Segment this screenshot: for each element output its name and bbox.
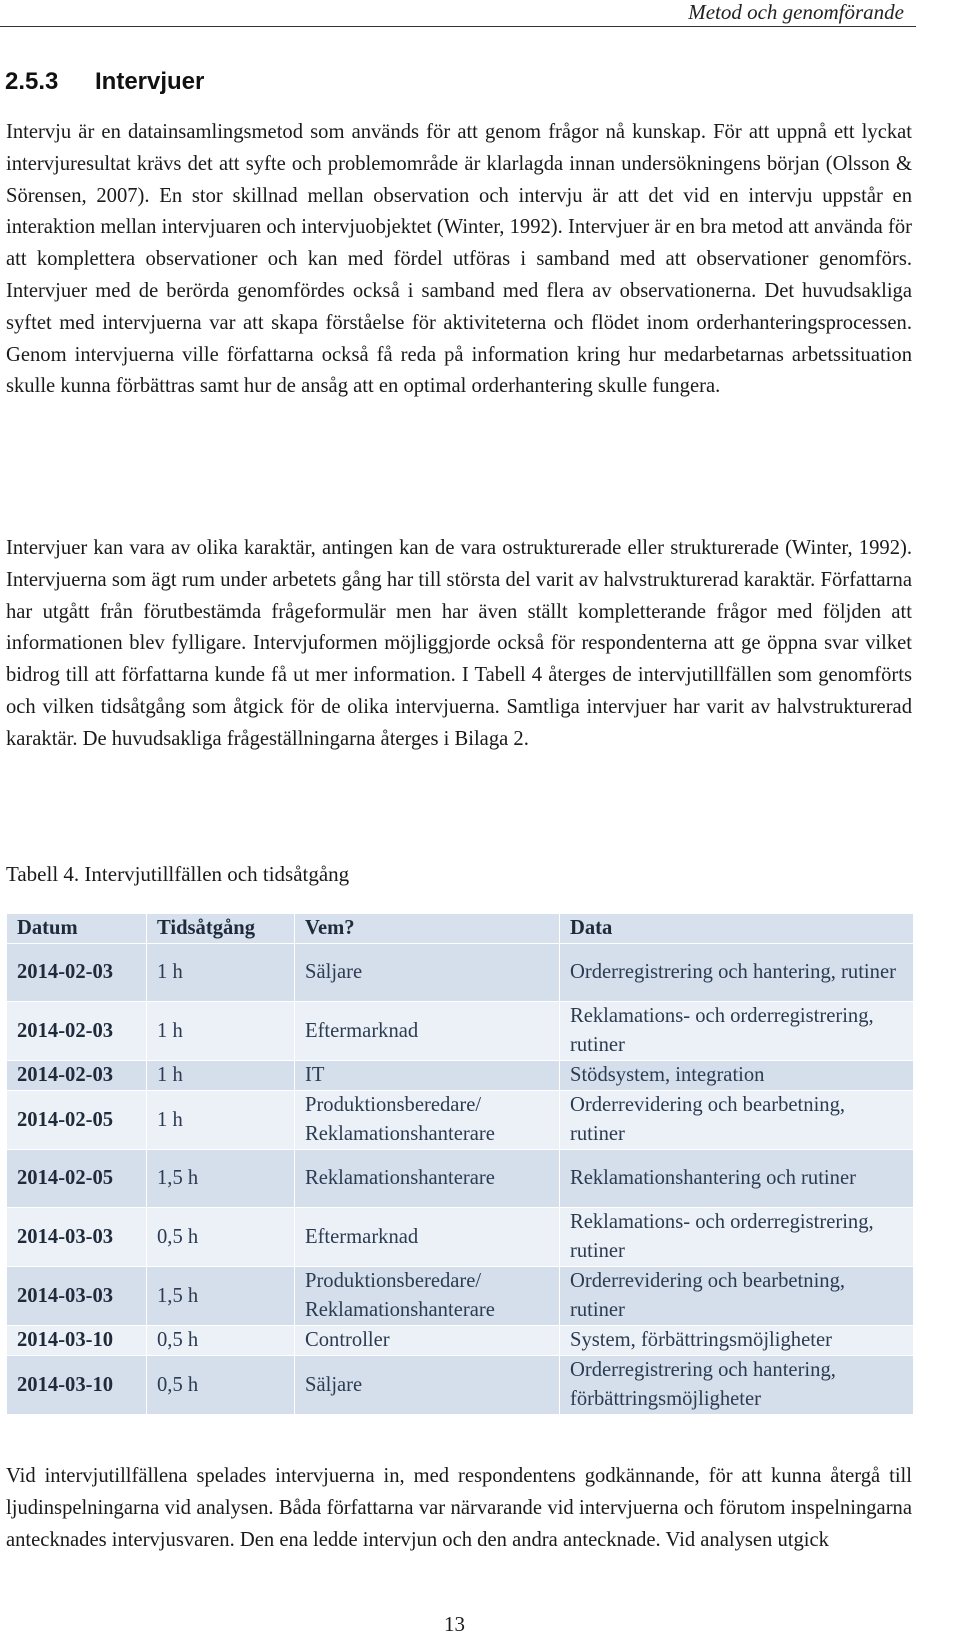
- table-row: [7, 944, 914, 1002]
- cell-date: 2014-03-10: [7, 1356, 147, 1415]
- cell-time: 1,5 h: [147, 1150, 295, 1208]
- cell-who: Produktionsberedare/ Reklamationshanterare: [295, 1091, 560, 1150]
- cell-who: IT: [295, 1061, 560, 1091]
- cell-time: 1 h: [147, 1061, 295, 1091]
- cell-time: 0,5 h: [147, 1356, 295, 1415]
- cell-data: Reklamationshantering och rutiner: [560, 1150, 914, 1208]
- table-row: [7, 1208, 914, 1267]
- cell-data: Reklamations- och orderregistrering, rutiner: [560, 1002, 914, 1061]
- cell-who: Eftermarknad: [295, 1208, 560, 1267]
- table-caption: Tabell 4. Intervjutillfällen och tidsåtgång: [6, 862, 350, 886]
- cell-date: 2014-03-10: [7, 1326, 147, 1356]
- running-header-title: Metod och genomförande: [688, 0, 904, 24]
- cell-time: 1,5 h: [147, 1267, 295, 1326]
- cell-time: 0,5 h: [147, 1326, 295, 1356]
- cell-date: 2014-02-05: [7, 1091, 147, 1150]
- cell-who: Säljare: [295, 944, 560, 1002]
- table-row: [7, 1326, 914, 1356]
- cell-date: 2014-02-05: [7, 1150, 147, 1208]
- cell-who: Reklamationshanterare: [295, 1150, 560, 1208]
- cell-data: Orderregistrering och hantering, rutiner: [560, 944, 914, 1002]
- cell-who: Eftermarknad: [295, 1002, 560, 1061]
- table-row: [7, 1061, 914, 1091]
- header-data: Data: [560, 914, 914, 944]
- cell-who: Produktionsberedare/ Reklamationshanterare: [295, 1267, 560, 1326]
- cell-data: Orderrevidering och bearbetning, rutiner: [560, 1267, 914, 1326]
- table-row: [7, 1002, 914, 1061]
- cell-time: 1 h: [147, 944, 295, 1002]
- cell-data: Orderregistrering och hantering, förbättringsmöjligheter: [560, 1356, 914, 1415]
- cell-date: 2014-03-03: [7, 1208, 147, 1267]
- running-header: [0, 0, 916, 27]
- section-heading: [5, 68, 204, 96]
- table-row: [7, 1091, 914, 1150]
- cell-time: 1 h: [147, 1002, 295, 1061]
- interview-table: [6, 913, 914, 1415]
- cell-date: 2014-03-03: [7, 1267, 147, 1326]
- cell-data: Reklamations- och orderregistrering, rutiner: [560, 1208, 914, 1267]
- cell-data: Stödsystem, integration: [560, 1061, 914, 1091]
- table-row: [7, 1150, 914, 1208]
- paragraph-1: Intervju är en datainsamlingsmetod som används för att genom frågor nå kunskap. För att uppnå ett lyckat intervjuresultat krävs det att syfte och problemområde är klarlagda innan undersökningens början (Olsson & Sörensen, 2007). En stor skillnad mellan observation och intervju är att det vid en intervju uppstår en interaktion mellan intervjuaren och intervjuobjektet (Winter, 1992). Intervjuer är en bra metod att använda för att komplettera observationer och kan med fördel utföras i samband med att observationer genomförs. Intervjuer med de berörda genomfördes också i samband med flera av observationerna. Det huvudsakliga syftet med intervjuerna var att skapa förståelse för aktiviteterna och flödet inom orderhanteringsprocessen. Genom intervjuerna ville författarna också få reda på information kring hur medarbetarnas arbetssituation skulle kunna förbättras samt hur de ansåg att en optimal orderhantering skulle fungera.: [6, 121, 912, 398]
- cell-time: 1 h: [147, 1091, 295, 1150]
- cell-data: System, förbättringsmöjligheter: [560, 1326, 914, 1356]
- section-title: Intervjuer: [95, 68, 205, 95]
- table-header-row: [7, 914, 914, 944]
- cell-date: 2014-02-03: [7, 944, 147, 1002]
- header-who: Vem?: [295, 914, 560, 944]
- paragraph-3: Vid intervjutillfällena spelades intervjuerna in, med respondentens godkännande, för att kunna återgå till ljudinspelningarna vid analysen. Båda författarna var närvarande vid intervjuerna och förutom inspelningarna antecknades intervjusvaren. Den ena ledde intervjun och den andra antecknade. Vid analysen utgick: [6, 1465, 912, 1551]
- header-date: Datum: [7, 914, 147, 944]
- cell-date: 2014-02-03: [7, 1002, 147, 1061]
- cell-time: 0,5 h: [147, 1208, 295, 1267]
- paragraph-2: Intervjuer kan vara av olika karaktär, antingen kan de vara ostrukturerade eller strukturerade (Winter, 1992). Intervjuerna som ägt rum under arbetets gång har till största del varit av halvstrukturerad karaktär. Författarna har utgått från förutbestämda frågeformulär men har även ställt kompletterande frågor med följden att informationen blev fylligare. Intervjuformen möjliggjorde också för respondenterna att ge öppna svar vilket bidrog till att författarna kunde få ut mer information. I Tabell 4 återges de intervjutillfällen som genomförts och vilken tidsåtgång som åtgick för de olika intervjuerna. Samtliga intervjuer har varit av halvstrukturerad karaktär. De huvudsakliga frågeställningarna återges i Bilaga 2.: [6, 537, 912, 750]
- cell-data: Orderrevidering och bearbetning, rutiner: [560, 1091, 914, 1150]
- table-row: [7, 1267, 914, 1326]
- header-time: Tidsåtgång: [147, 914, 295, 944]
- page-number: 13: [444, 1612, 465, 1636]
- table-row: [7, 1356, 914, 1415]
- cell-who: Controller: [295, 1326, 560, 1356]
- section-number: 2.5.3: [5, 68, 59, 95]
- cell-who: Säljare: [295, 1356, 560, 1415]
- cell-date: 2014-02-03: [7, 1061, 147, 1091]
